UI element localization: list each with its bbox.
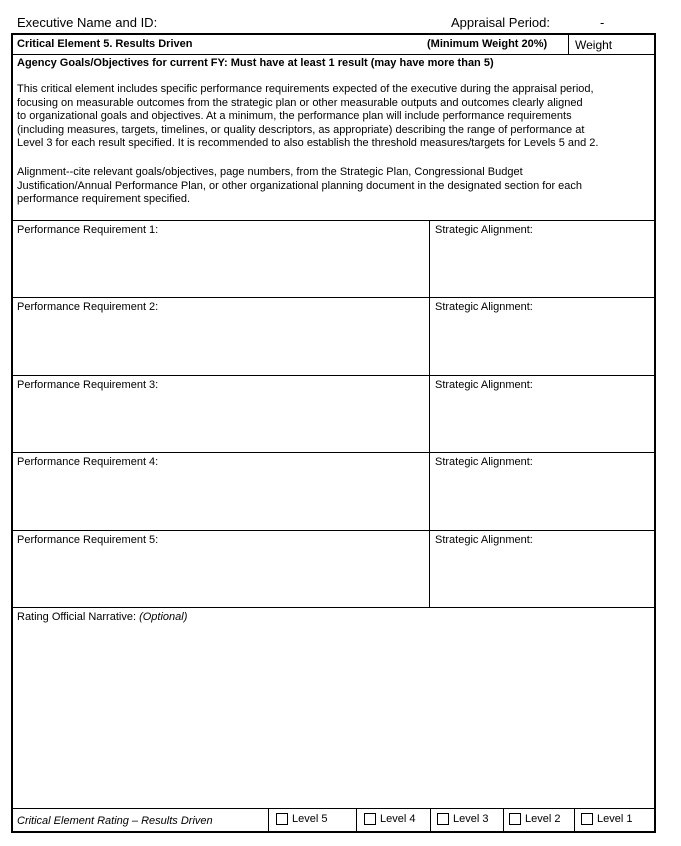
description-line: This critical element includes specific performance requirements expected of the executive during the appraisal period, (17, 83, 594, 95)
divider (11, 530, 656, 531)
description-line: to organizational goals and objectives. At a minimum, the performance plan will include performance requirements (17, 110, 572, 122)
level-label: Level 2 (525, 813, 561, 825)
performance-requirement-3[interactable]: Performance Requirement 3: (17, 379, 159, 391)
performance-requirement-2[interactable]: Performance Requirement 2: (17, 301, 159, 313)
minimum-weight-label: (Minimum Weight 20%) (427, 38, 548, 50)
performance-requirement-5[interactable]: Performance Requirement 5: (17, 534, 159, 546)
alignment-line: Justification/Annual Performance Plan, or other organizational planning document in the designated section for each (17, 179, 583, 192)
executive-name-label: Executive Name and ID: (17, 15, 158, 30)
weight-divider (568, 33, 569, 54)
level-5-checkbox[interactable] (276, 813, 327, 825)
appraisal-period-separator: - (600, 15, 605, 30)
divider (11, 54, 656, 55)
alignment-description (17, 166, 647, 207)
description-line: focusing on measurable outcomes from the strategic plan or other measurable outputs and outcomes clearly aligned (17, 96, 583, 109)
level-label: Level 3 (453, 813, 489, 825)
description-line: (including measures, targets, timelines, or quality descriptors, as appropriate) describing the range of performance at (17, 123, 585, 136)
divider (503, 808, 504, 833)
strategic-alignment-1[interactable]: Strategic Alignment: (435, 224, 533, 236)
strategic-alignment-3[interactable]: Strategic Alignment: (435, 379, 533, 391)
rating-label: Critical Element Rating – Results Driven (17, 815, 213, 827)
alignment-line: Alignment--cite relevant goals/objectives, page numbers, from the Strategic Plan, Congressional Budget (17, 166, 523, 178)
divider (430, 808, 431, 833)
level-label: Level 1 (597, 813, 633, 825)
performance-requirement-4[interactable]: Performance Requirement 4: (17, 456, 159, 468)
rating-narrative-field[interactable] (17, 611, 187, 623)
form-frame (11, 33, 656, 833)
strategic-alignment-5[interactable]: Strategic Alignment: (435, 534, 533, 546)
narrative-label: Rating Official Narrative: (17, 611, 140, 623)
agency-goals-title: Agency Goals/Objectives for current FY: Must have at least 1 result (may have more than 5) (17, 57, 494, 69)
divider (268, 808, 269, 833)
divider (11, 375, 656, 376)
description-line: Level 3 for each result specified. It is recommended to also establish the threshold measures/targets for Levels 5 and 2. (17, 137, 599, 149)
performance-requirement-1[interactable]: Performance Requirement 1: (17, 224, 159, 236)
critical-element-title: Critical Element 5. Results Driven (17, 38, 193, 50)
checkbox-icon[interactable] (581, 813, 593, 825)
appraisal-period-label: Appraisal Period: (451, 15, 550, 30)
alignment-line: performance requirement specified. (17, 193, 191, 205)
level-label: Level 5 (292, 813, 328, 825)
checkbox-icon[interactable] (276, 813, 288, 825)
checkbox-icon[interactable] (437, 813, 449, 825)
divider (11, 452, 656, 453)
divider (356, 808, 357, 833)
strategic-alignment-2[interactable]: Strategic Alignment: (435, 301, 533, 313)
divider (11, 607, 656, 608)
level-4-checkbox[interactable] (364, 813, 415, 825)
divider (11, 808, 656, 809)
level-1-checkbox[interactable] (581, 813, 632, 825)
level-2-checkbox[interactable] (509, 813, 560, 825)
checkbox-icon[interactable] (364, 813, 376, 825)
checkbox-icon[interactable] (509, 813, 521, 825)
level-label: Level 4 (380, 813, 416, 825)
level-3-checkbox[interactable] (437, 813, 488, 825)
alignment-column-divider (429, 220, 430, 608)
narrative-optional: (Optional) (139, 611, 188, 623)
divider (11, 220, 656, 221)
divider (574, 808, 575, 833)
strategic-alignment-4[interactable]: Strategic Alignment: (435, 456, 533, 468)
divider (11, 297, 656, 298)
element-description (17, 83, 647, 151)
weight-field[interactable]: Weight (575, 38, 613, 52)
